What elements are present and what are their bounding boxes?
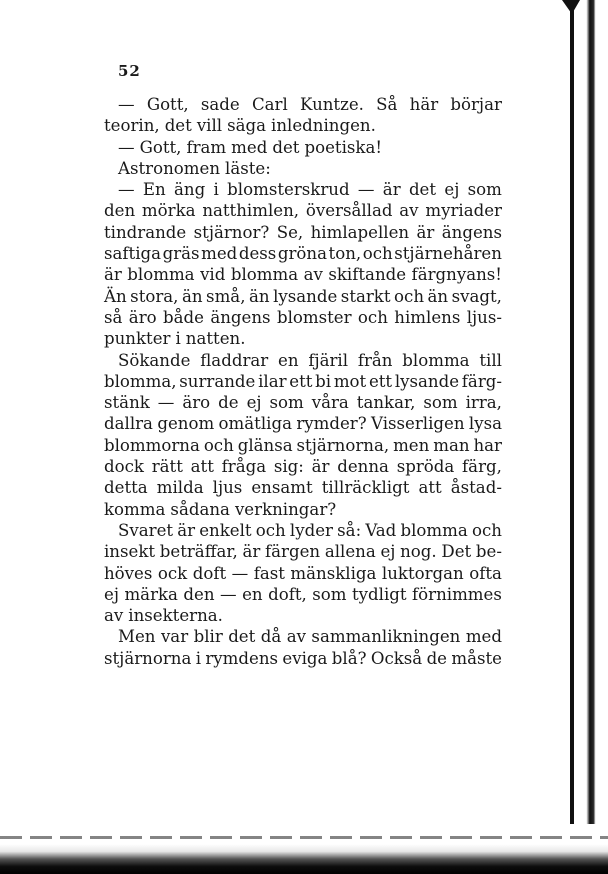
body-text [104,94,502,669]
text-line: saftiga gräs med dess gröna ton, och stjärnehåren [104,244,502,264]
text-line: Men var blir det då av sammanlikningen med [118,627,502,647]
text-line: Svaret är enkelt och lyder så: Vad blomma och [118,520,502,540]
scan-edge-right [560,0,608,874]
text-line: — En äng i blomsterskrud — är det ej som [118,180,502,200]
text-line: dallra genom omätliga rymder? Visserligen lysa [104,414,502,434]
text-line: insekt beträffar, är färgen allena ej nog. Det be- [104,542,502,562]
text-line: Sökande fladdrar en fjäril från blomma till [118,350,502,370]
text-line: dock rätt att fråga sig: är denna spröda färg, [104,457,502,477]
text-line: är blomma vid blomma av skiftande färgnyans! [104,265,502,285]
page-number: 52 [118,62,141,80]
text-line: detta milda ljus ensamt tillräckligt att åstad- [104,478,502,498]
text-line: blommorna och glänsa stjärnorna, men man har [104,435,502,455]
text-line: punkter i natten. [104,329,246,349]
text-line: ej märka den — en doft, som tydligt förnimmes [104,584,502,604]
text-line: höves ock doft — fast mänskliga luktorgan ofta [104,563,502,583]
text-line: — Gott, fram med det poetiska! [118,137,383,157]
text-line: blomma, surrande ilar ett bi mot ett lysande färg- [104,371,502,391]
text-line: så äro både ängens blomster och himlens ljus- [104,307,502,327]
text-line: stänk — äro de ej som våra tankar, som irra, [104,393,502,413]
text-line: av insekterna. [104,606,223,626]
text-line: — Gott, sade Carl Kuntze. Så här börjar [118,95,502,114]
text-line: Än stora, än små, än lysande starkt och än svagt, [104,286,502,306]
text-line: komma sådana verkningar? [104,499,337,519]
text-line: tindrande stjärnor? Se, himlapellen är ängens [104,222,502,242]
scan-edge-bottom [0,824,608,874]
text-line: stjärnorna i rymdens eviga blå? Också de måste [104,648,502,668]
text-line: Astronomen läste: [118,158,271,178]
text-line: teorin, det vill säga inledningen. [104,116,376,136]
text-line: den mörka natthimlen, översållad av myriader [104,201,502,221]
